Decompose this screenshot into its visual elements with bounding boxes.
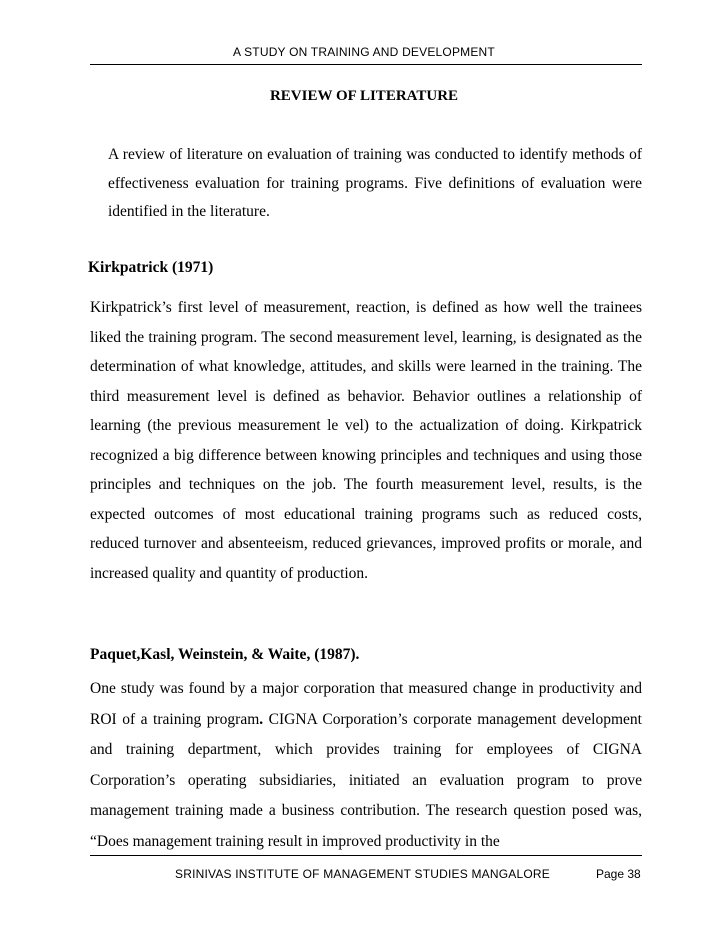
- header-divider: [90, 64, 642, 65]
- paquet-bold-period: .: [259, 710, 264, 728]
- kirkpatrick-heading: Kirkpatrick (1971): [88, 259, 214, 276]
- paquet-text-part1: One study was found by a major corporation that measured change in productivity and ROI of a training program: [90, 680, 642, 728]
- running-header: A STUDY ON TRAINING AND DEVELOPMENT: [233, 45, 495, 59]
- paquet-text-part2: CIGNA Corporation’s corporate management development and training department, which provides training for employees of CIGNA Corporation’s operating subsidiaries, initiated an evaluation program to prove management training made a business contribution. The research question posed was, “Does management training result in improved productivity in the: [90, 710, 642, 850]
- kirkpatrick-paragraph: Kirkpatrick’s first level of measurement, reaction, is defined as how well the trainees liked the training program. The second measurement level, learning, is designated as the determination of what knowledge, attitudes, and skills were learned in the training. The third measurement level is defined as behavior. Behavior outlines a relationship of learning (the previous measurement le vel) to the actualization of doing. Kirkpatrick recognized a big difference between knowing principles and techniques and using those principles and techniques on the job. The fourth measurement level, results, is the expected outcomes of most educational training programs such as reduced costs, reduced turnover and absenteeism, reduced grievances, improved profits or morale, and increased quality and quantity of production.: [90, 299, 642, 582]
- footer-divider: [90, 855, 642, 856]
- intro-paragraph: A review of literature on evaluation of training was conducted to identify methods of effectiveness evaluation for training programs. Five definitions of evaluation were identified in the literature.: [108, 146, 642, 220]
- paquet-paragraph: [90, 674, 642, 858]
- paquet-heading: Paquet,Kasl, Weinstein, & Waite, (1987).: [90, 646, 360, 663]
- footer-institute: SRINIVAS INSTITUTE OF MANAGEMENT STUDIES MANGALORE: [175, 867, 550, 881]
- section-title: REVIEW OF LITERATURE: [269, 88, 459, 104]
- page-number: Page 38: [596, 867, 641, 881]
